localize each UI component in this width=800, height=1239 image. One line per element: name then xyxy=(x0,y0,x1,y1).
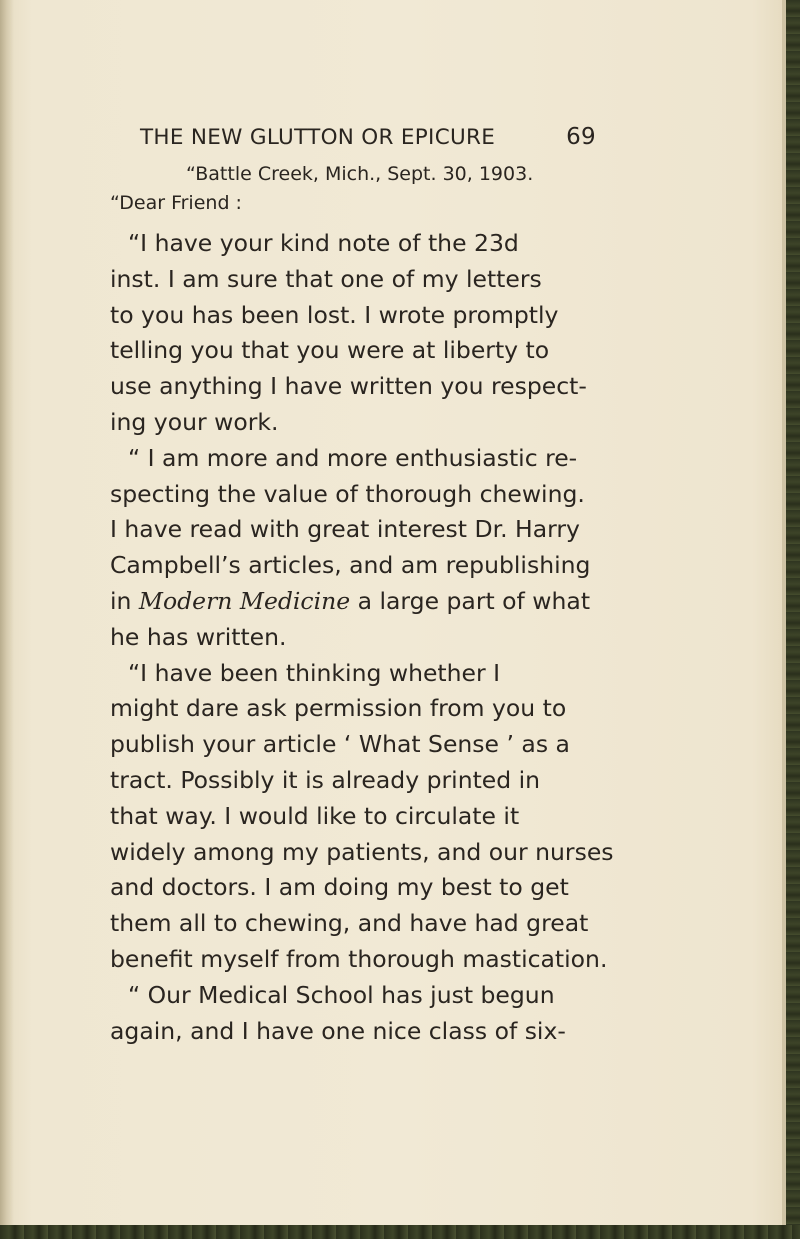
body-line-text: “I have your kind note of the 23d xyxy=(128,229,519,257)
body-line xyxy=(110,512,598,548)
body-line xyxy=(110,620,598,656)
body-line-text: “I have been thinking whether I xyxy=(128,658,501,687)
binding-gutter xyxy=(0,0,14,1239)
body-line-text: Campbell’s articles, and am republishing xyxy=(110,551,591,580)
body-line-text: widely among my patients, and our nurses xyxy=(110,837,614,866)
body-line-text: a large part of what xyxy=(350,586,591,615)
body-line xyxy=(110,942,608,978)
body-line-text: “ I am more and more enthusiastic re- xyxy=(128,443,578,472)
body-line-text: I have read with great interest Dr. Harry xyxy=(110,515,580,544)
body-line xyxy=(110,763,598,799)
running-head xyxy=(140,124,596,160)
body-line-text: in xyxy=(110,586,139,615)
body-line-text: “ Our Medical School has just begun xyxy=(128,980,555,1009)
body-line-text: might dare ask permission from you to xyxy=(110,694,567,723)
body-line xyxy=(110,1014,598,1050)
running-head-title: THE NEW GLUTTON OR EPICURE xyxy=(140,125,496,150)
salutation: “Dear Friend : xyxy=(110,192,242,214)
body-line-text: publish your article ‘ What Sense ’ as a xyxy=(110,730,570,759)
body-line-text: telling you that you were at liberty to xyxy=(110,336,550,365)
book-edge-bottom xyxy=(0,1225,800,1239)
body-line xyxy=(110,477,598,513)
body-line xyxy=(110,656,598,692)
body-line xyxy=(110,441,598,477)
body-line xyxy=(110,333,598,369)
body-line xyxy=(110,369,598,405)
body-line-text: them all to chewing, and have had great xyxy=(110,909,589,938)
body-line xyxy=(110,727,598,763)
body-line xyxy=(110,691,598,727)
body-line-text: to you has been lost. I wrote promptly xyxy=(110,300,559,329)
dateline: “Battle Creek, Mich., Sept. 30, 1903. xyxy=(186,163,534,185)
body-line-text: use anything I have written you respect- xyxy=(110,372,587,401)
body-line xyxy=(110,298,598,334)
page-number: 69 xyxy=(566,124,596,150)
body-line-text: that way. I would like to circulate it xyxy=(110,801,520,830)
body-line-text: and doctors. I am doing my best to get xyxy=(110,873,569,902)
body-line xyxy=(110,226,598,262)
body-line-text: specting the value of thorough chewing. xyxy=(110,479,585,508)
body-line xyxy=(110,799,598,835)
body-line xyxy=(110,906,598,942)
body-line-text: ing your work. xyxy=(110,407,279,436)
text-block xyxy=(110,124,614,1049)
body-line xyxy=(110,548,598,584)
body-line-text: benefit myself from thorough mastication. xyxy=(110,944,608,973)
body-line xyxy=(110,870,598,906)
body-line xyxy=(110,405,598,441)
book-edge-right xyxy=(786,0,800,1239)
body-line xyxy=(110,835,614,871)
journal-title: Modern Medicine xyxy=(138,586,351,615)
body-line xyxy=(110,262,598,298)
body-line-text: he has written. xyxy=(110,622,287,651)
body-line xyxy=(110,978,598,1014)
body-line-text: inst. I am sure that one of my letters xyxy=(110,264,542,293)
body-line xyxy=(110,584,598,620)
body-line-text: tract. Possibly it is already printed in xyxy=(110,765,541,794)
letter-body xyxy=(110,226,614,1049)
body-line-text: again, and I have one nice class of six- xyxy=(110,1016,566,1045)
